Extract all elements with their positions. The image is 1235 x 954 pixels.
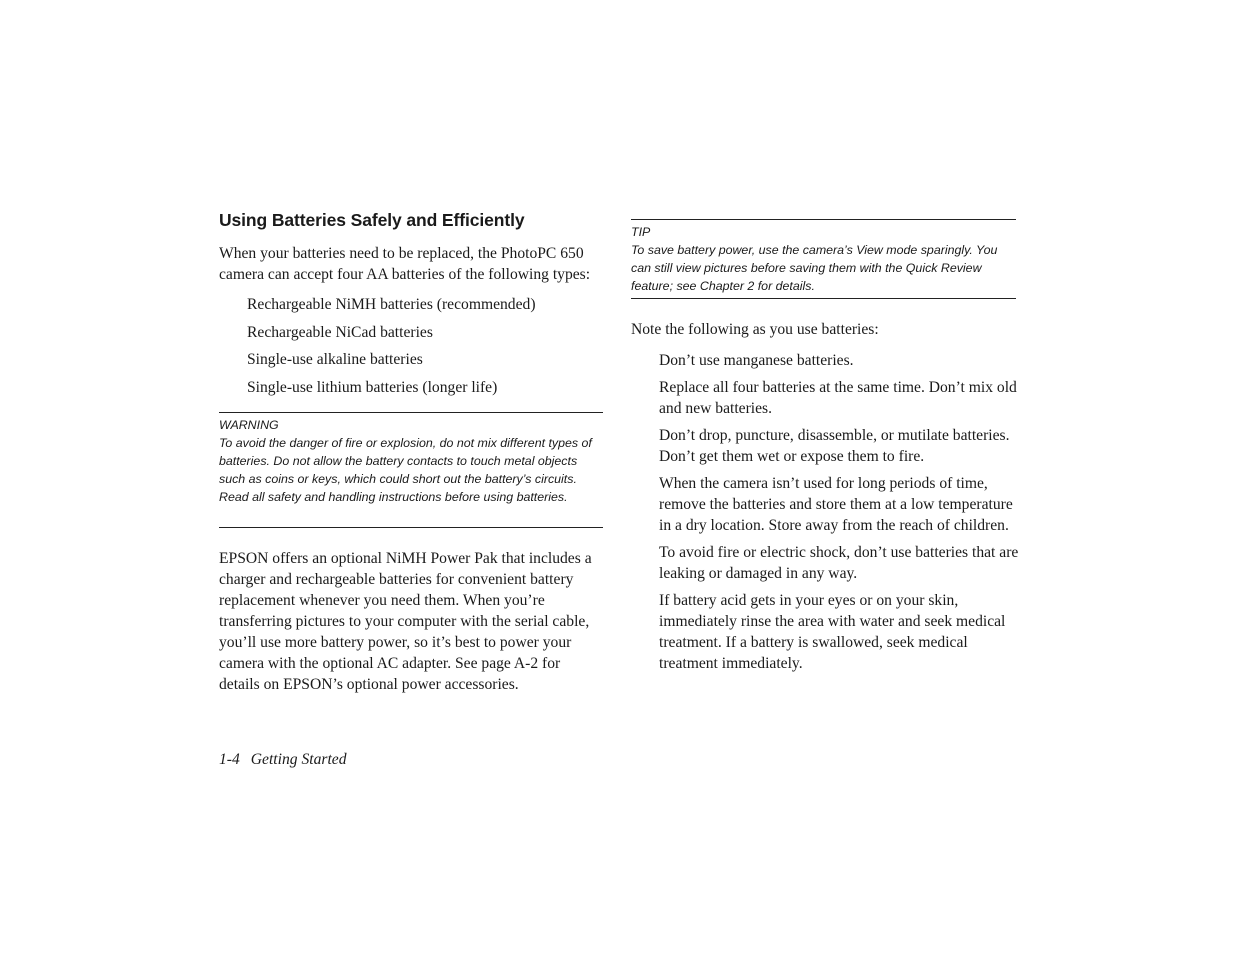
list-item: When the camera isn’t used for long periods of time, remove the batteries and store them at a low temperature in a dry location. Store away from the reach of children. <box>659 475 1013 534</box>
list-item: Don’t drop, puncture, disassemble, or mutilate batteries. Don’t get them wet or expose them to fire. <box>659 427 1010 465</box>
page-number: 1-4 <box>219 751 240 768</box>
tip-text: To save battery power, use the camera’s View mode sparingly. You can still view pictures before saving them with the Quick Review feature; see Chapter 2 for details. <box>631 243 998 293</box>
list-item: Rechargeable NiCad batteries <box>247 323 433 341</box>
safety-note-list <box>659 350 1019 680</box>
tip-box <box>631 219 1016 299</box>
power-pak-paragraph: EPSON offers an optional NiMH Power Pak that includes a charger and rechargeable batteries for convenient battery replacement whenever you need them. When you’re transferring pictures to your computer with the serial cable, you’ll use more battery power, so it’s best to power your camera with the optional AC adapter. See page A-2 for details on EPSON’s optional power accessories. <box>219 550 592 693</box>
list-item: Single-use lithium batteries (longer life) <box>247 378 498 396</box>
page-footer <box>219 749 347 770</box>
list-item: To avoid fire or electric shock, don’t use batteries that are leaking or damaged in any way. <box>659 544 1019 582</box>
footer-section-title: Getting Started <box>250 751 347 768</box>
intro-paragraph: When your batteries need to be replaced, the PhotoPC 650 camera can accept four AA batteries of the following types: <box>219 245 591 283</box>
warning-box <box>219 412 603 528</box>
battery-type-list <box>247 294 603 404</box>
section-heading: Using Batteries Safely and Efficiently <box>219 210 525 230</box>
tip-label: TIP <box>631 225 651 239</box>
note-intro: Note the following as you use batteries: <box>631 321 879 338</box>
warning-label: WARNING <box>219 418 279 432</box>
warning-text: To avoid the danger of fire or explosion, do not mix different types of batteries. Do not allow the battery contacts to touch metal objects such as coins or keys, which could short out the battery’s circuits. Read all safety and handling instructions before using batteries. <box>219 436 592 504</box>
list-item: Rechargeable NiMH batteries (recommended) <box>247 296 536 313</box>
list-item: Don’t use manganese batteries. <box>659 352 854 369</box>
list-item: If battery acid gets in your eyes or on your skin, immediately rinse the area with water and seek medical treatment. If a battery is swallowed, seek medical treatment immediately. <box>659 592 1006 672</box>
list-item: Single-use alkaline batteries <box>247 351 423 368</box>
list-item: Replace all four batteries at the same time. Don’t mix old and new batteries. <box>659 379 1017 417</box>
